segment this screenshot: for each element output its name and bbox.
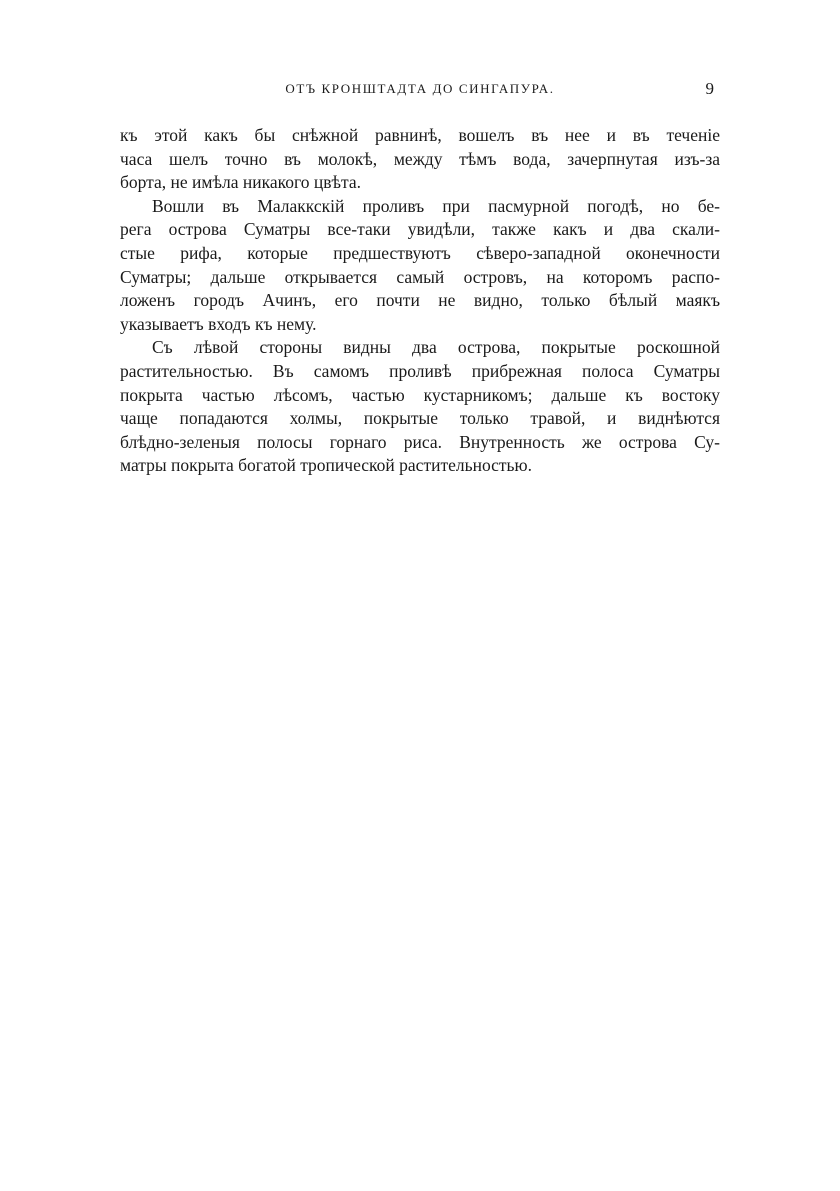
text-line: часа шелъ точно въ молокѣ, между тѣмъ вода, зачерпнутая изъ-за bbox=[120, 148, 720, 169]
text-line: стые рифа, которые предшествуютъ сѣверо-западной оконечности bbox=[120, 242, 720, 263]
paragraph bbox=[120, 336, 720, 478]
text-line: растительностью. Въ самомъ проливѣ прибрежная полоса Суматры bbox=[120, 360, 720, 381]
page-number: 9 bbox=[705, 79, 714, 98]
text-line: рега острова Суматры все-таки увидѣли, также какъ и два скали- bbox=[120, 219, 720, 240]
body-text bbox=[120, 124, 720, 478]
text-line: къ этой какъ бы снѣжной равнинѣ, вошелъ въ нее и въ теченіе bbox=[120, 125, 720, 145]
text-line: указываетъ входъ къ нему. bbox=[120, 313, 317, 334]
text-line: борта, не имѣла никакого цвѣта. bbox=[120, 172, 361, 193]
text-line: чаще попадаются холмы, покрытые только травой, и виднѣются bbox=[120, 408, 720, 429]
paragraph bbox=[120, 195, 720, 337]
text-line: блѣдно-зеленыя полосы горнаго риса. Внутренность же острова Су- bbox=[120, 431, 720, 452]
paragraph bbox=[120, 124, 720, 195]
text-line: матры покрыта богатой тропической растительностью. bbox=[120, 455, 532, 476]
text-line: Съ лѣвой стороны видны два острова, покрытые роскошной bbox=[152, 337, 720, 358]
running-title: ОТЪ КРОНШТАДТА ДО СИНГАПУРА. bbox=[285, 81, 555, 96]
running-head bbox=[120, 78, 720, 100]
text-line: ложенъ городъ Ачинъ, его почти не видно, только бѣлый маякъ bbox=[120, 290, 720, 311]
text-line: Вошли въ Малаккскій проливъ при пасмурной погодѣ, но бе- bbox=[152, 195, 720, 216]
text-line: Суматры; дальше открывается самый островъ, на которомъ распо- bbox=[120, 266, 720, 287]
text-line: покрыта частью лѣсомъ, частью кустарникомъ; дальше къ востоку bbox=[120, 384, 720, 405]
